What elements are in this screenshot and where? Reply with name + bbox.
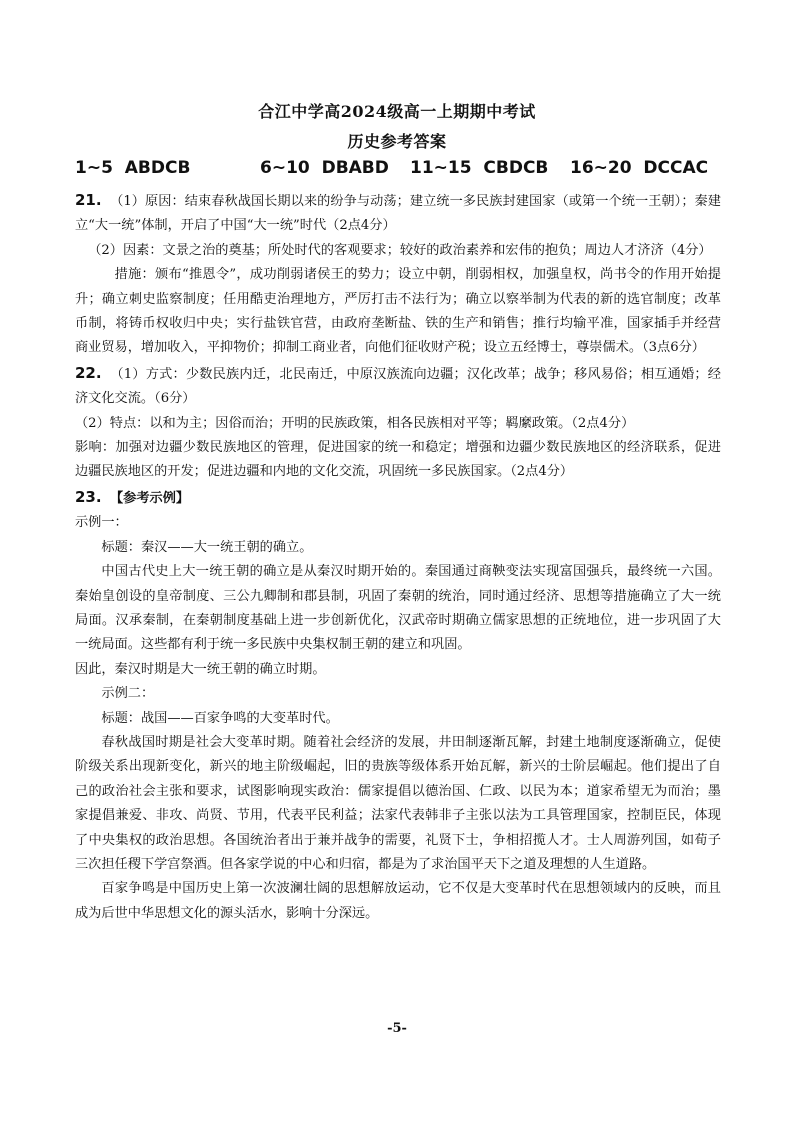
q21-part2: （2）因素：文景之治的奠基；所处时代的客观要求；较好的政治素养和宏伟的抱负；周边人才济济（4分） bbox=[88, 242, 712, 258]
example1-label: 示例一： bbox=[75, 515, 128, 531]
answer-group-3 bbox=[410, 158, 548, 178]
q23-heading bbox=[75, 485, 721, 511]
example2-title: 标题：战国——百家争鸣的大变革时代。 bbox=[101, 710, 339, 726]
answer-key-subtitle: 历史参考答案 bbox=[347, 132, 447, 151]
example2-conclusion: 百家争鸣是中国历史上第一次波澜壮阔的思想解放运动，它不仅是大变革时代在思想领域内的反映，而且成为后世中华思想文化的源头活水，影响十分深远。 bbox=[75, 881, 721, 921]
answer-key: ABDCB bbox=[124, 158, 191, 178]
q21-measures: 措施：颁布“推恩令”，成功削弱诸侯王的势力；设立中朝，削弱相权，加强皇权，尚书令的作用开始提升；确立刺史监察制度；任用酷吏治理地方，严厉打击不法行为；确立以察举制为代表的新的选官制度；改革币制，将铸币权收归中央；实行盐铁官营，由政府垄断盐、铁的生产和销售；推行均输平准，国家插手并经营商业贸易，增加收入，平抑物价；抑制工商业者，向他们征收财产税；设立五经博士，尊崇儒术。（3点6分） bbox=[75, 267, 721, 356]
answer-key: CBDCB bbox=[483, 158, 549, 178]
q22-part2: （2）特点：以和为主；因俗而治；开明的民族政策，相各民族相对平等；羁縻政策。（2点4分） bbox=[75, 415, 635, 431]
answer-range: 11~15 bbox=[410, 158, 472, 178]
q21-part1-text: （1）原因：结束春秋战国长期以来的纷争与动荡；建立统一多民族封建国家（或第一个统一王朝）；秦建立“大一统”体制，开启了中国“大一统”时代（2点4分） bbox=[75, 194, 721, 234]
answer-body bbox=[75, 188, 721, 926]
answer-group-2 bbox=[260, 158, 389, 178]
answer-range: 1~5 bbox=[75, 158, 113, 178]
page-number: -5- bbox=[387, 1021, 407, 1036]
answer-group-1 bbox=[75, 158, 190, 178]
multiple-choice-answers bbox=[75, 158, 735, 182]
answer-key: DBABD bbox=[321, 158, 389, 178]
question-number: 22. bbox=[75, 363, 102, 382]
example2-body: 春秋战国时期是社会大变革时期。随着社会经济的发展，井田制逐渐瓦解，封建土地制度逐渐确立，促使阶级关系出现新变化，新兴的地主阶级崛起，旧的贵族等级体系开始瓦解，新兴的士阶层崛起。他们提出了自己的政治社会主张和要求，试图影响现实政治：儒家提倡以德治国、仁政、以民为本；道家希望无为而治；墨家提倡兼爱、非攻、尚贤、节用，代表平民利益；法家代表韩非子主张以法为工具管理国家，控制臣民，体现了中央集权的政治思想。各国统治者出于兼并战争的需要，礼贤下士，争相招揽人才。士人周游列国，如荀子三次担任稷下学宫祭酒。但各家学说的中心和归宿，都是为了求治国平天下之道及理想的人生道路。 bbox=[75, 734, 721, 872]
q21-part1 bbox=[75, 188, 721, 239]
question-number: 23. bbox=[75, 487, 102, 506]
example1-body: 中国古代史上大一统王朝的确立是从秦汉时期开始的。秦国通过商鞅变法实现富国强兵，最终统一六国。秦始皇创设的皇帝制度、三公九卿制和郡县制，巩固了秦朝的统治，同时通过经济、思想等措施确立了大一统局面。汉承秦制，在秦朝制度基础上进一步创新优化，汉武帝时期确立儒家思想的正统地位，进一步巩固了大一统局面。这些都有利于统一多民族中央集权制王朝的建立和巩固。 bbox=[75, 564, 721, 653]
question-number: 21. bbox=[75, 191, 102, 209]
example1-title: 标题：秦汉——大一统王朝的确立。 bbox=[101, 539, 313, 555]
q22-part1 bbox=[75, 361, 721, 412]
example1-conclusion: 因此，秦汉时期是大一统王朝的确立时期。 bbox=[75, 661, 326, 677]
answer-key: DCCAC bbox=[643, 158, 709, 178]
answer-group-4 bbox=[570, 158, 708, 178]
q22-part1-text: （1）方式：少数民族内迁，北民南迁，中原汉族流向边疆；汉化改革；战争；移风易俗；相互通婚；经济文化交流。（6分） bbox=[75, 366, 721, 407]
example2-label: 示例二： bbox=[101, 686, 155, 702]
q23-label: 【参考示例】 bbox=[109, 490, 190, 506]
q22-impact: 影响：加强对边疆少数民族地区的管理，促进国家的统一和稳定；增强和边疆少数民族地区的经济联系，促进边疆民族地区的开发；促进边疆和内地的文化交流，巩固统一多民族国家。（2点4分） bbox=[75, 440, 721, 480]
answer-range: 16~20 bbox=[570, 158, 632, 178]
answer-range: 6~10 bbox=[260, 158, 310, 178]
exam-title: 合江中学高2024级高一上期期中考试 bbox=[258, 102, 536, 121]
